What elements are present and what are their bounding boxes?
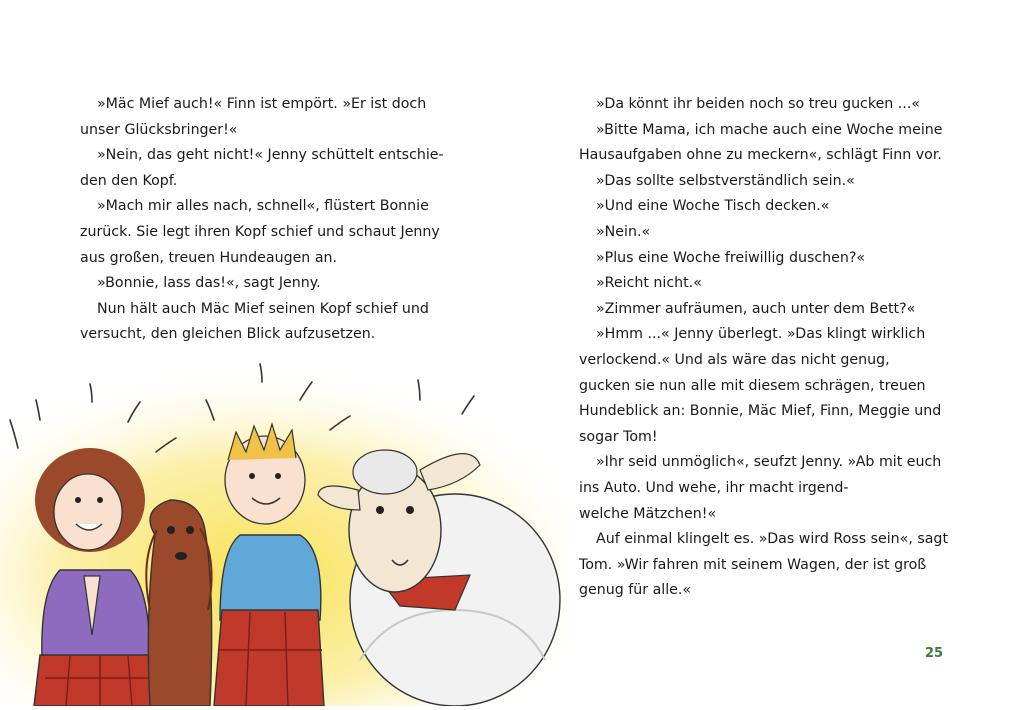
illustration-characters	[0, 360, 570, 706]
text-line: gucken sie nun alle mit diesem schrägen, treuen	[579, 377, 926, 394]
text-line: Tom. »Wir fahren mit seinem Wagen, der ist groß	[579, 556, 927, 573]
text-line: »Bonnie, lass das!«, sagt Jenny.	[97, 275, 321, 292]
text-line: »Mäc Mief auch!« Finn ist empört. »Er ist doch	[97, 96, 427, 112]
text-line: »Da könnt ihr beiden noch so treu gucken ...«	[596, 96, 921, 112]
text-line: »Ihr seid unmöglich«, seufzt Jenny. »Ab mit euch	[596, 454, 942, 471]
page-number: 25	[925, 646, 944, 661]
right-text-column	[579, 92, 949, 604]
text-line: versucht, den gleichen Blick aufzusetzen.	[80, 326, 376, 343]
text-line: »Zimmer aufräumen, auch unter dem Bett?«	[596, 300, 916, 317]
text-line: »Reicht nicht.«	[596, 275, 702, 292]
text-line: Hundeblick an: Bonnie, Mäc Mief, Finn, Meggie und	[579, 403, 942, 420]
text-line: Auf einmal klingelt es. »Das wird Ross sein«, sagt	[596, 531, 949, 548]
left-text-column	[80, 92, 444, 348]
text-line: welche Mätzchen!«	[579, 505, 717, 522]
text-line: »Nein.«	[596, 223, 651, 240]
text-line: Nun hält auch Mäc Mief seinen Kopf schief und	[97, 300, 429, 317]
text-line: »Hmm ...« Jenny überlegt. »Das klingt wirklich	[596, 326, 926, 343]
text-line: sogar Tom!	[579, 428, 658, 445]
text-line: »Und eine Woche Tisch decken.«	[596, 198, 830, 215]
text-line: Hausaufgaben ohne zu meckern«, schlägt Finn vor.	[579, 147, 942, 164]
text-line: verlockend.« Und als wäre das nicht genug,	[579, 351, 890, 368]
text-line: genug für alle.«	[579, 582, 692, 599]
text-line: »Nein, das geht nicht!« Jenny schüttelt entschie-	[97, 147, 444, 164]
text-line: zurück. Sie legt ihren Kopf schief und schaut Jenny	[80, 223, 440, 240]
text-line: »Mach mir alles nach, schnell«, flüstert Bonnie	[97, 198, 429, 215]
text-line: unser Glücksbringer!«	[80, 121, 238, 138]
text-line: aus großen, treuen Hundeaugen an.	[80, 249, 338, 266]
dog-character	[146, 500, 211, 706]
text-line: »Plus eine Woche freiwillig duschen?«	[596, 249, 866, 266]
text-line: »Bitte Mama, ich mache auch eine Woche meine	[596, 121, 943, 138]
text-line: den den Kopf.	[80, 172, 178, 189]
text-line: ins Auto. Und wehe, ihr macht irgend-	[579, 479, 849, 496]
text-line: »Das sollte selbstverständlich sein.«	[596, 172, 855, 189]
